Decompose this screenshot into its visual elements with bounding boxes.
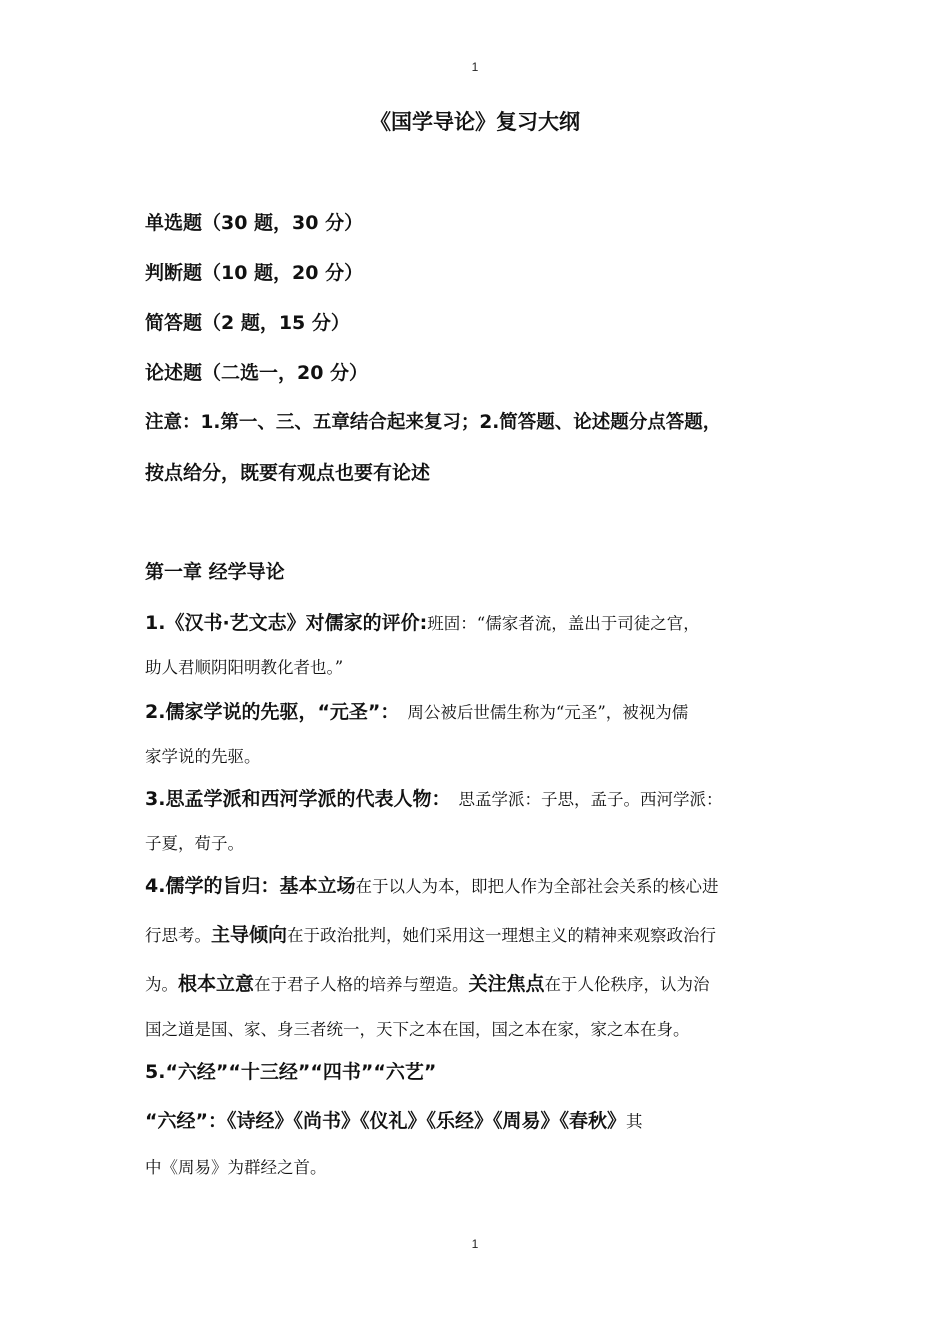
question-4-line2 xyxy=(145,920,810,947)
question-4-text-1b: 行思考。 xyxy=(145,926,211,945)
page-number-bottom: 1 xyxy=(471,1237,479,1251)
question-3-label: 3.思孟学派和西河学派的代表人物： xyxy=(145,788,451,810)
question-5-liujing-label: “六经”：《诗经》《尚书》《仪礼》《乐经》《周易》《春秋》 xyxy=(145,1110,626,1132)
question-3 xyxy=(145,784,810,811)
exam-item-short-answer: 简答题（2 题，15 分） xyxy=(145,312,350,334)
question-4-line3 xyxy=(145,969,810,996)
question-5-heading: 5.“六经”“十三经”“四书”“六艺” xyxy=(145,1061,437,1083)
question-2-label: 2.儒家学说的先驱，“元圣”： xyxy=(145,701,400,723)
question-1 xyxy=(145,608,810,635)
page-number-top: 1 xyxy=(471,60,479,74)
question-5-liujing-text-cont: 中《周易》为群经之首。 xyxy=(145,1158,327,1177)
question-5-liujing-text: 其 xyxy=(625,1112,643,1131)
question-3-text-cont: 子夏，荀子。 xyxy=(145,834,244,853)
question-2-text-cont: 家学说的先驱。 xyxy=(145,747,261,766)
question-4-term-3: 根本立意 xyxy=(178,973,255,995)
chapter-heading: 第一章 经学导论 xyxy=(145,561,285,583)
question-5-liujing xyxy=(145,1106,810,1133)
exam-item-single-choice: 单选题（30 题，30 分） xyxy=(145,212,364,234)
question-4-text-4: 在于人伦秩序，认为治 xyxy=(544,975,710,994)
question-4-term-2: 主导倾向 xyxy=(211,924,288,946)
question-4-text-2: 在于政治批判，她们采用这一理想主义的精神来观察政治行 xyxy=(287,926,717,945)
question-4-label: 4.儒学的旨归：基本立场 xyxy=(145,875,356,897)
question-4-text-2b: 为。 xyxy=(145,975,178,994)
exam-note-line2: 按点给分，既要有观点也要有论述 xyxy=(145,462,431,484)
document-title: 《国学导论》复习大纲 xyxy=(370,110,580,134)
question-1-text: 班固：“儒家者流，盖出于司徒之官， xyxy=(427,614,700,633)
question-4-text-1: 在于以人为本，即把人作为全部社会关系的核心进 xyxy=(355,877,719,896)
question-1-label: 1.《汉书·艺文志》对儒家的评价: xyxy=(145,612,428,634)
question-1-text-cont: 助人君顺阴阳明教化者也。” xyxy=(145,658,344,677)
question-4-text-4b: 国之道是国、家、身三者统一，天下之本在国，国之本在家，家之本在身。 xyxy=(145,1020,690,1039)
exam-item-essay: 论述题（二选一，20 分） xyxy=(145,362,369,384)
question-4-text-3: 在于君子人格的培养与塑造。 xyxy=(254,975,469,994)
question-3-text: 思孟学派：子思，孟子。西河学派： xyxy=(458,790,723,809)
question-4 xyxy=(145,871,810,898)
question-2 xyxy=(145,697,810,724)
exam-note-line1: 注意：1.第一、三、五章结合起来复习；2.简答题、论述题分点答题， xyxy=(145,412,722,433)
question-2-text: 周公被后世儒生称为“元圣”，被视为儒 xyxy=(407,703,689,722)
question-4-term-4: 关注焦点 xyxy=(468,973,545,995)
exam-item-true-false: 判断题（10 题，20 分） xyxy=(145,262,364,284)
